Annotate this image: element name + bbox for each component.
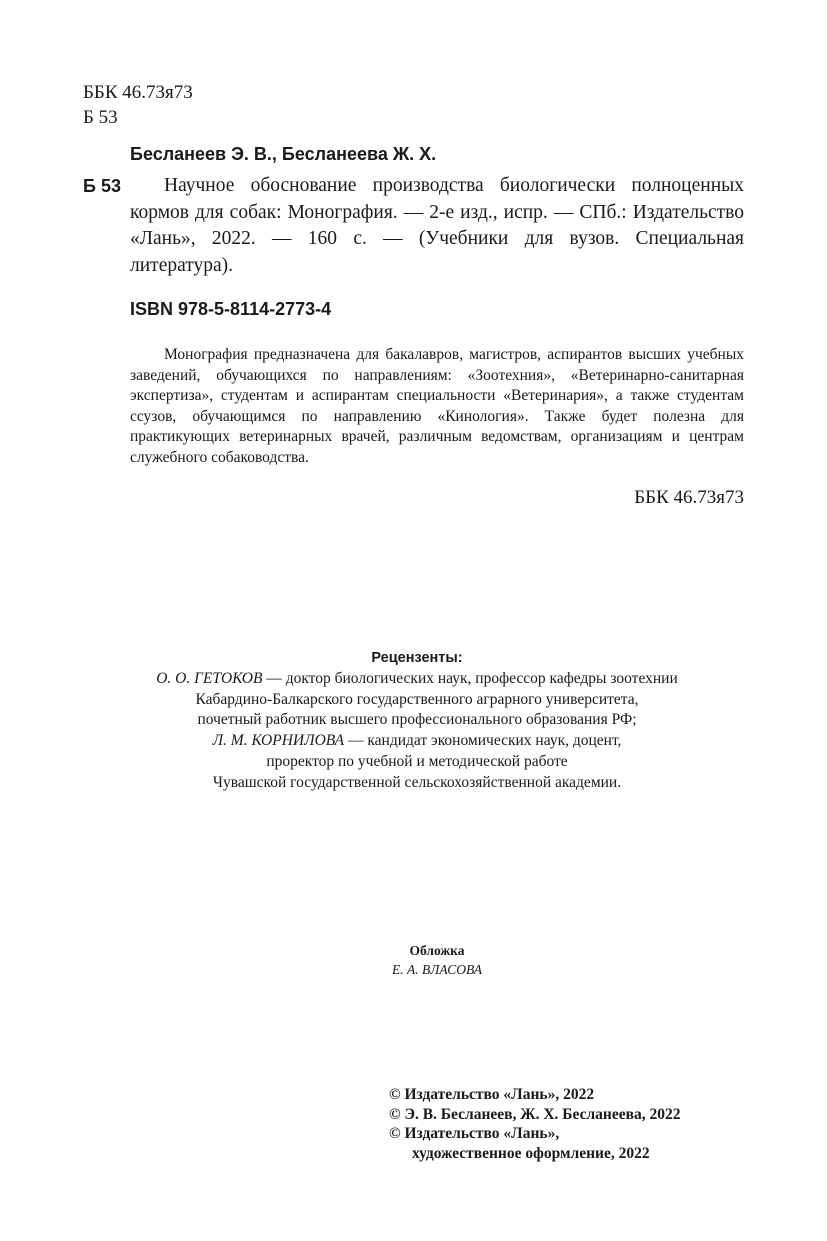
reviewer-1-affiliation: Кабардино-Балкарского государственного аграрного университета, bbox=[195, 690, 639, 708]
cover-heading: Обложка bbox=[409, 943, 465, 958]
bbk-code-top: ББК 46.73я73 bbox=[83, 82, 193, 103]
bibliographic-description: Научное обоснование производства биологически полноценных кормов для собак: Монография. — 2-е изд., испр. — СПб.: Издательство «Лань», 2022. — 160 с. — (Учебники для вузов. Специальная литература). bbox=[130, 175, 744, 276]
copyright-line-1: © Издательство «Лань», 2022 bbox=[389, 1086, 595, 1103]
copyright-line-4: художественное оформление, 2022 bbox=[412, 1144, 650, 1162]
reviewer-2-affiliation: Чувашской государственной сельскохозяйственной академии. bbox=[212, 773, 622, 791]
reviewers-heading: Рецензенты: bbox=[371, 650, 463, 666]
reviewer-2-line bbox=[100, 731, 734, 752]
authors-line: Бесланеев Э. В., Бесланеева Ж. Х. bbox=[130, 144, 437, 164]
copyright-line-2: © Э. В. Бесланеев, Ж. Х. Бесланеева, 2022 bbox=[389, 1105, 681, 1123]
reviewer-2-name: Л. М. КОРНИЛОВА bbox=[212, 732, 345, 750]
isbn: ISBN 978-5-8114-2773-4 bbox=[130, 299, 332, 319]
reviewer-1-line bbox=[100, 669, 734, 690]
reviewer-1-honor: почетный работник высшего профессионального образования РФ; bbox=[197, 711, 637, 729]
author-code-top: Б 53 bbox=[83, 107, 118, 128]
author-code: Б 53 bbox=[83, 176, 121, 196]
cover-designer: Е. А. ВЛАСОВА bbox=[391, 962, 483, 977]
reviewer-2-title: — кандидат экономических наук, доцент, bbox=[344, 732, 622, 750]
reviewer-1-title: — доктор биологических наук, профессор кафедры зоотехнии bbox=[262, 669, 678, 687]
bbk-code-bottom: ББК 46.73я73 bbox=[634, 487, 744, 508]
reviewer-1-name: О. О. ГЕТОКОВ bbox=[156, 669, 263, 687]
bbk-header bbox=[83, 80, 193, 130]
cover-credit bbox=[200, 941, 674, 979]
copyright-block bbox=[389, 1085, 680, 1163]
copyright-line-3: © Издательство «Лань», bbox=[389, 1125, 560, 1142]
annotation: Монография предназначена для бакалавров, магистров, аспирантов высших учебных заведений, обучающихся по направлениям: «Зоотехния», «Ветеринарно-санитарная экспертиза», студентам и аспирантам специальности «Ветеринария», а также студентам ссузов, обучающимся по направлению «Кинология». Также будет полезна для практикующих ветеринарных врачей, различным ведомствам, организациям и центрам служебного собаководства. bbox=[130, 346, 744, 466]
reviewer-2-position: проректор по учебной и методической работе bbox=[266, 752, 568, 770]
reviewers-block bbox=[100, 648, 734, 794]
